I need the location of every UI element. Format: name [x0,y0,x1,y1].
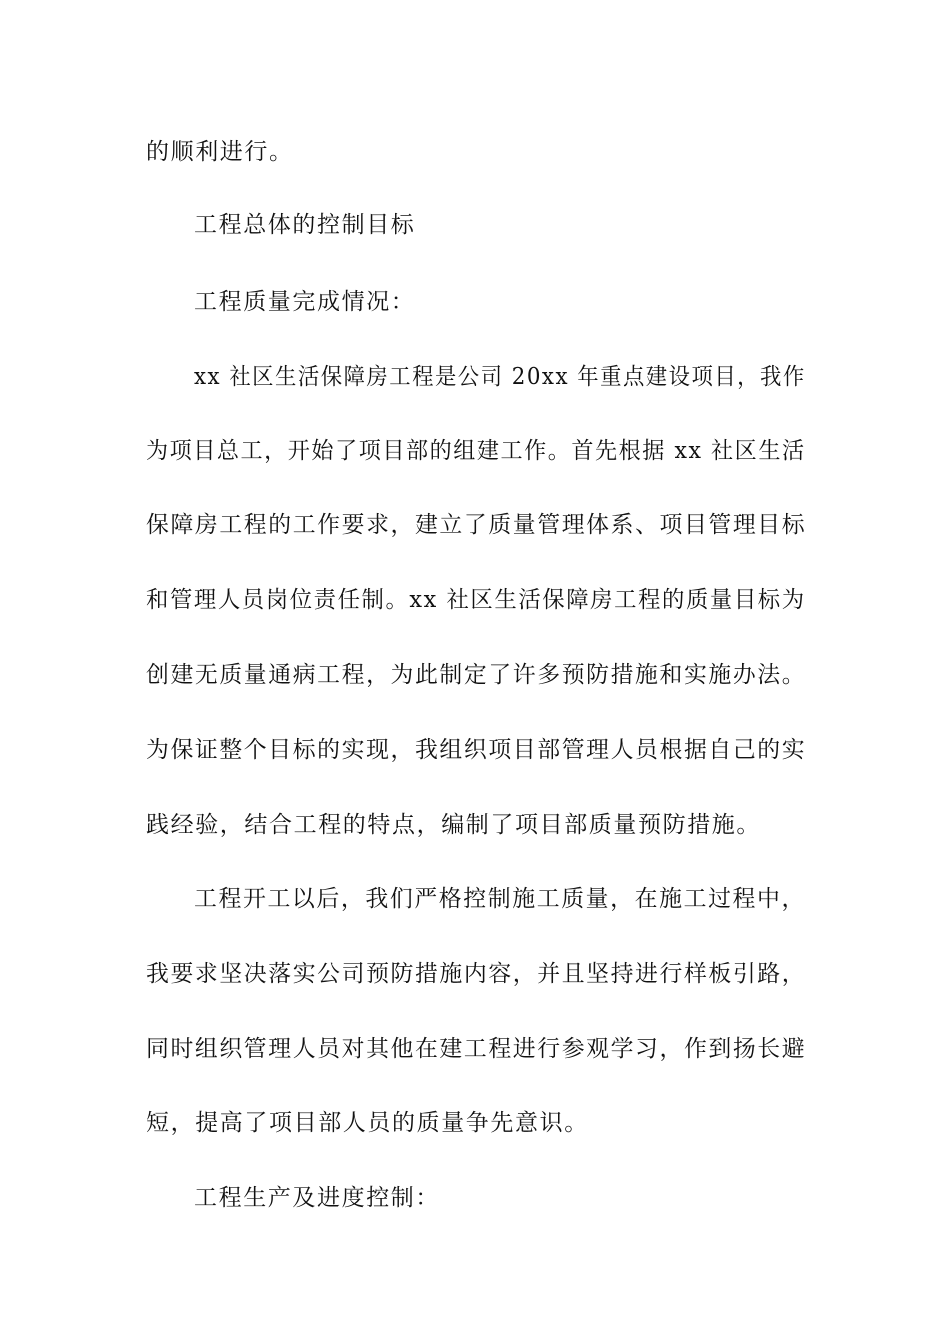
paragraph-line: 短，提高了项目部人员的质量争先意识。 [146,1110,589,1136]
paragraph-line: 工程开工以后，我们严格控制施工质量，在施工过程中， [194,886,806,912]
paragraph-line: 践经验，结合工程的特点，编制了项目部质量预防措施。 [146,812,761,838]
paragraph-line: 为保证整个目标的实现，我组织项目部管理人员根据自己的实 [146,737,807,763]
paragraph-line: 保障房工程的工作要求，建立了质量管理体系、项目管理目标 [146,512,807,538]
paragraph-line: 创建无质量通病工程，为此制定了许多预防措施和实施办法。 [146,662,807,688]
paragraph-line: 为项目总工，开始了项目部的组建工作。首先根据 xx 社区生活 [146,438,806,464]
paragraph-line: 和管理人员岗位责任制。xx 社区生活保障房工程的质量目标为 [146,587,806,613]
text-line-continuation: 的顺利进行。 [146,139,294,165]
paragraph-line: 我要求坚决落实公司预防措施内容，并且坚持进行样板引路， [146,961,807,987]
paragraph-line: xx 社区生活保障房工程是公司 20xx 年重点建设项目，我作 [194,364,806,390]
subheading-progress-control: 工程生产及进度控制： [194,1185,440,1211]
subheading-quality-completion: 工程质量完成情况： [194,289,416,315]
section-heading-control-goals: 工程总体的控制目标 [194,212,416,238]
paragraph-line: 同时组织管理人员对其他在建工程进行参观学习，作到扬长避 [146,1036,807,1062]
